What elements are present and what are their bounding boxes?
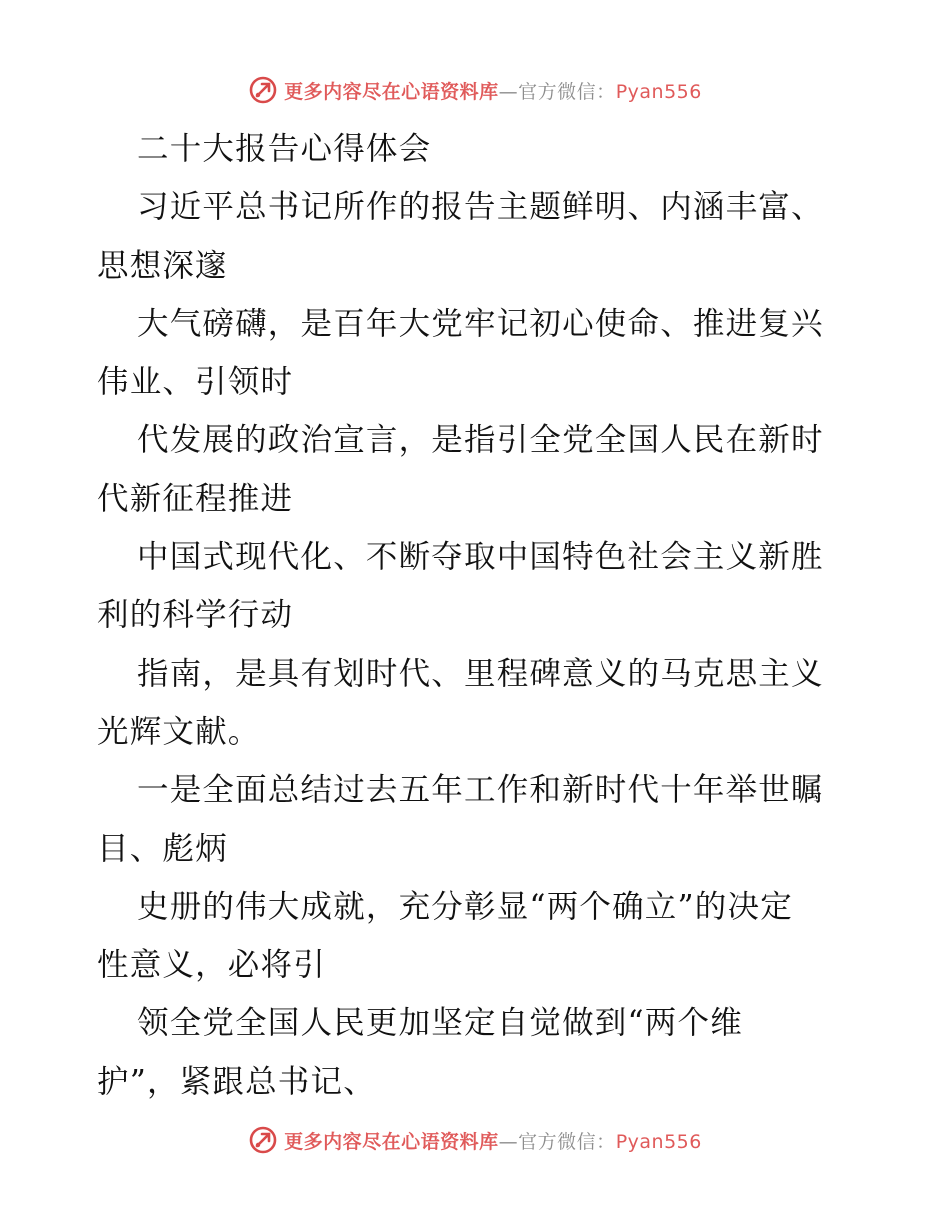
watermark-official-label: 官方微信： bbox=[518, 1130, 616, 1153]
watermark-separator: — bbox=[498, 80, 519, 103]
paragraph-line: 护”，紧跟总书记、 bbox=[97, 1063, 376, 1100]
paragraph-line: 大气磅礴，是百年大党牢记初心使命、推进复兴 bbox=[137, 305, 824, 342]
paragraph-line: 习近平总书记所作的报告主题鲜明、内涵丰富、 bbox=[137, 189, 824, 226]
watermark-wechat-id: Pyan556 bbox=[615, 80, 702, 103]
watermark-separator: — bbox=[498, 1130, 519, 1153]
paragraph-line: 一是全面总结过去五年工作和新时代十年举世瞩 bbox=[137, 772, 824, 809]
paragraph-line: 中国式现代化、不断夺取中国特色社会主义新胜 bbox=[137, 539, 824, 576]
paragraph-line: 领全党全国人民更加坚定自觉做到“两个维 bbox=[137, 1005, 743, 1042]
document-title: 二十大报告心得体会 bbox=[137, 131, 432, 167]
paragraph-line: 性意义，必将引 bbox=[97, 947, 326, 984]
watermark-wechat-id: Pyan556 bbox=[615, 1130, 702, 1153]
footer-watermark bbox=[0, 1122, 950, 1158]
paragraph-line: 史册的伟大成就，充分彰显“两个确立”的决定 bbox=[137, 888, 793, 925]
watermark-main-text: 更多内容尽在心语资料库 bbox=[284, 80, 499, 103]
paragraph-line: 代新征程推进 bbox=[97, 480, 294, 517]
watermark-main-text: 更多内容尽在心语资料库 bbox=[284, 1130, 499, 1153]
paragraph-line: 代发展的政治宣言，是指引全党全国人民在新时 bbox=[137, 422, 824, 459]
document-body bbox=[97, 120, 857, 1111]
paragraph-line: 伟业、引领时 bbox=[97, 364, 294, 401]
paragraph-line: 指南，是具有划时代、里程碑意义的马克思主义 bbox=[137, 655, 824, 692]
header-watermark bbox=[0, 72, 950, 108]
paragraph-line: 思想深邃 bbox=[97, 247, 228, 284]
brand-logo-icon bbox=[248, 1125, 278, 1155]
brand-logo-icon bbox=[248, 75, 278, 105]
paragraph-line: 目、彪炳 bbox=[97, 830, 228, 867]
watermark-official-label: 官方微信： bbox=[518, 80, 616, 103]
paragraph-line: 光辉文献。 bbox=[97, 713, 261, 750]
paragraph-line: 利的科学行动 bbox=[97, 597, 294, 634]
